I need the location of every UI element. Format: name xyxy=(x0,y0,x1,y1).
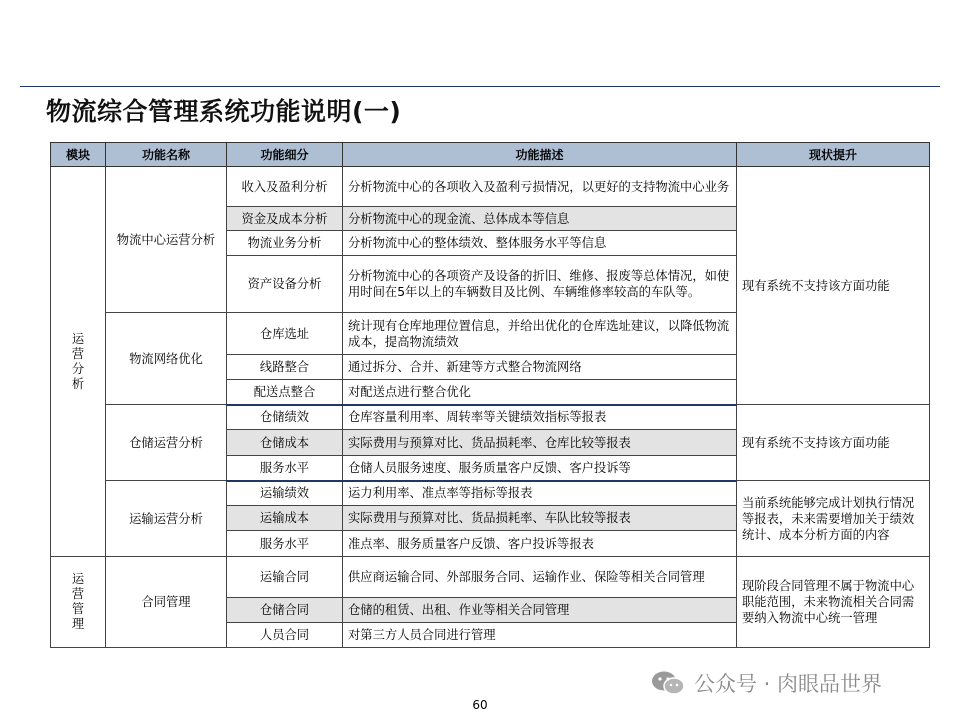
status-cell: 现有系统不支持该方面功能 xyxy=(737,405,930,481)
description-cell: 实际费用与预算对比、货品损耗率、仓库比较等报表 xyxy=(343,430,737,456)
detail-cell: 线路整合 xyxy=(227,355,343,380)
table-row xyxy=(51,557,930,598)
description-cell: 分析物流中心的整体绩效、整体服务水平等信息 xyxy=(343,231,737,256)
detail-cell: 资金及成本分析 xyxy=(227,207,343,231)
table-header-row xyxy=(51,143,930,167)
detail-cell: 仓储成本 xyxy=(227,430,343,456)
detail-cell: 物流业务分析 xyxy=(227,231,343,256)
header-function-detail: 功能细分 xyxy=(227,143,343,167)
function-name-cell: 物流网络优化 xyxy=(106,313,227,405)
table-row xyxy=(51,405,930,430)
watermark xyxy=(650,668,882,698)
page-number: 60 xyxy=(472,698,488,712)
description-cell: 分析物流中心的各项收入及盈利亏损情况，以更好的支持物流中心业务 xyxy=(343,167,737,207)
description-cell: 分析物流中心的各项资产及设备的折旧、维修、报废等总体情况，如使用时间在5年以上的车辆数目及比例、车辆维修率较高的车队等。 xyxy=(343,256,737,313)
description-cell: 运力利用率、准点率等指标等报表 xyxy=(343,481,737,506)
description-cell: 统计现有仓库地理位置信息，并给出优化的仓库选址建议，以降低物流成本，提高物流绩效 xyxy=(343,313,737,355)
description-cell: 仓储人员服务速度、服务质量客户反馈、客户投诉等 xyxy=(343,456,737,481)
function-name-cell: 物流中心运营分析 xyxy=(106,167,227,313)
status-cell: 现阶段合同管理不属于物流中心职能范围，未来物流相关合同需要纳入物流中心统一管理 xyxy=(737,557,930,648)
module-cell-ops: 运营分析 xyxy=(51,167,106,557)
detail-cell: 仓储合同 xyxy=(227,598,343,623)
description-cell: 实际费用与预算对比、货品损耗率、车队比较等报表 xyxy=(343,506,737,531)
description-cell: 供应商运输合同、外部服务合同、运输作业、保险等相关合同管理 xyxy=(343,557,737,598)
header-rule xyxy=(20,86,940,87)
header-module: 模块 xyxy=(51,143,106,167)
description-cell: 分析物流中心的现金流、总体成本等信息 xyxy=(343,207,737,231)
detail-cell: 配送点整合 xyxy=(227,380,343,405)
header-function-description: 功能描述 xyxy=(343,143,737,167)
detail-cell: 服务水平 xyxy=(227,456,343,481)
function-table xyxy=(50,142,930,648)
detail-cell: 仓库选址 xyxy=(227,313,343,355)
description-cell: 对配送点进行整合优化 xyxy=(343,380,737,405)
module-cell-mgmt: 运营管理 xyxy=(51,557,106,648)
description-cell: 仓库容量利用率、周转率等关键绩效指标等报表 xyxy=(343,405,737,430)
detail-cell: 资产设备分析 xyxy=(227,256,343,313)
header-function-name: 功能名称 xyxy=(106,143,227,167)
status-cell: 现有系统不支持该方面功能 xyxy=(737,167,930,405)
detail-cell: 人员合同 xyxy=(227,623,343,648)
wechat-icon xyxy=(650,670,686,696)
watermark-text: 公众号 · 肉眼品世界 xyxy=(694,672,883,696)
description-cell: 准点率、服务质量客户反馈、客户投诉等报表 xyxy=(343,531,737,557)
detail-cell: 服务水平 xyxy=(227,531,343,557)
description-cell: 仓储的租赁、出租、作业等相关合同管理 xyxy=(343,598,737,623)
status-cell: 当前系统能够完成计划执行情况等报表，未来需要增加关于绩效统计、成本分析方面的内容 xyxy=(737,481,930,557)
function-name-cell: 仓储运营分析 xyxy=(106,405,227,481)
page-title: 物流综合管理系统功能说明(一) xyxy=(46,97,402,126)
detail-cell: 运输成本 xyxy=(227,506,343,531)
detail-cell: 运输绩效 xyxy=(227,481,343,506)
detail-cell: 仓储绩效 xyxy=(227,405,343,430)
description-cell: 对第三方人员合同进行管理 xyxy=(343,623,737,648)
detail-cell: 收入及盈利分析 xyxy=(227,167,343,207)
function-name-cell: 运输运营分析 xyxy=(106,481,227,557)
table-row xyxy=(51,167,930,207)
detail-cell: 运输合同 xyxy=(227,557,343,598)
function-name-cell: 合同管理 xyxy=(106,557,227,648)
description-cell: 通过拆分、合并、新建等方式整合物流网络 xyxy=(343,355,737,380)
table-row xyxy=(51,481,930,506)
header-status-improvement: 现状提升 xyxy=(737,143,930,167)
